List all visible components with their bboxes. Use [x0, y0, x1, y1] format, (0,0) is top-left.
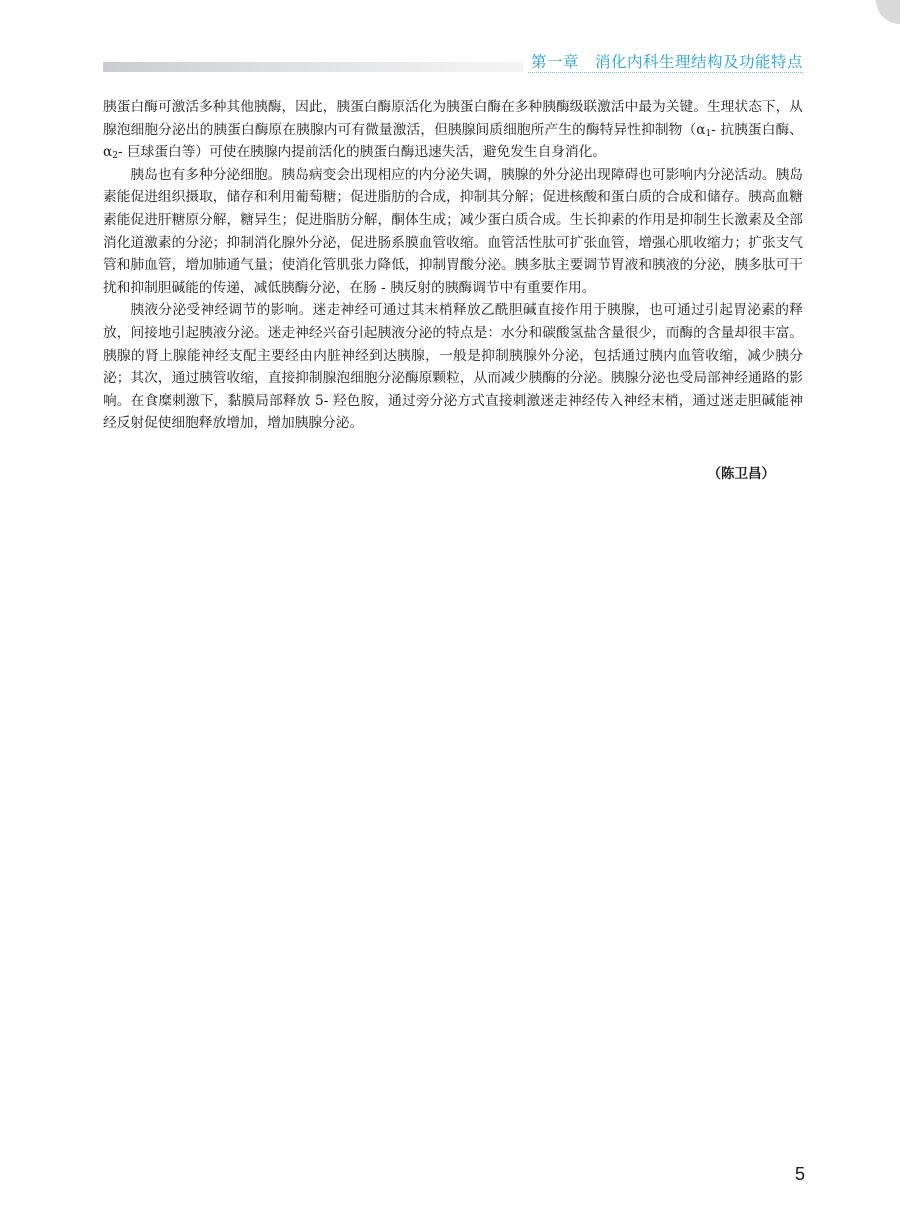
paragraph-3: 胰液分泌受神经调节的影响。迷走神经可通过其末梢释放乙酰胆碱直接作用于胰腺，也可通过引起胃泌素的释放，间接地引起胰液分泌。迷走神经兴奋引起胰液分泌的特点是：水分和碳酸氢盐含量很少，而酶的含量却很丰富。胰腺的肾上腺能神经支配主要经由内脏神经到达胰腺，一般是抑制胰腺外分泌，包括通过胰内血管收缩，减少胰分泌；其次，通过胰管收缩，直接抑制腺泡细胞分泌酶原颗粒，从而减少胰酶的分泌。胰腺分泌也受局部神经通路的影响。在食糜刺激下，黏膜局部释放 5- 羟色胺，通过旁分泌方式直接刺激迷走神经传入神经末梢，通过迷走胆碱能神经反射促使细胞释放增加，增加胰腺分泌。 [103, 302, 803, 432]
alpha-subscript-2: 2 [112, 151, 118, 162]
paragraph-1-text-b: - 抗胰蛋白酶、α [103, 121, 803, 161]
page-corner-marker [876, 0, 900, 24]
chapter-title: 第一章 消化内科生理结构及功能特点 [530, 53, 803, 71]
alpha-subscript-1: 1 [705, 128, 712, 139]
paragraph-2: 胰岛也有多种分泌细胞。胰岛病变会出现相应的内分泌失调，胰腺的外分泌出现障碍也可影响内分泌活动。胰岛素能促进组织摄取，储存和利用葡萄糖；促进脂肪的合成，抑制其分解；促进核酸和蛋白质的合成和储存。胰高血糖素能促进肝糖原分解，糖异生；促进脂肪分解，酮体生成；减少蛋白质合成。生长抑素的作用是抑制生长激素及全部消化道激素的分泌；抑制消化腺外分泌，促进肠系膜血管收缩。血管活性肽可扩张血管，增强心肌收缩力；扩张支气管和肺血管，增加肺通气量；使消化管肌张力降低，抑制胃酸分泌。胰多肽主要调节胃液和胰液的分泌，胰多肽可干扰和抑制胆碱能的传递，减低胰酶分泌，在肠 - 胰反射的胰酶调节中有重要作用。 [103, 166, 803, 296]
running-header [103, 50, 803, 74]
body-text [103, 96, 803, 435]
header-dotted-rule [528, 72, 803, 73]
paragraph-1 [103, 96, 803, 164]
paragraph-1-text-c: - 巨球蛋白等）可使在胰腺内提前活化的胰蛋白酶迅速失活，避免发生自身消化。 [117, 144, 607, 161]
paragraph-1-text-a: 胰蛋白酶可激活多种其他胰酶，因此，胰蛋白酶原活化为胰蛋白酶在多种胰酶级联激活中最为关键。生理状态下，从腺泡细胞分泌出的胰蛋白酶原在胰腺内可有微量激活，但胰腺间质细胞所产生的酶特异性抑制物（α [103, 99, 803, 138]
header-gradient-bar [103, 62, 523, 72]
page-number: 5 [794, 1164, 805, 1184]
author-attribution: （陈卫昌） [707, 466, 775, 482]
